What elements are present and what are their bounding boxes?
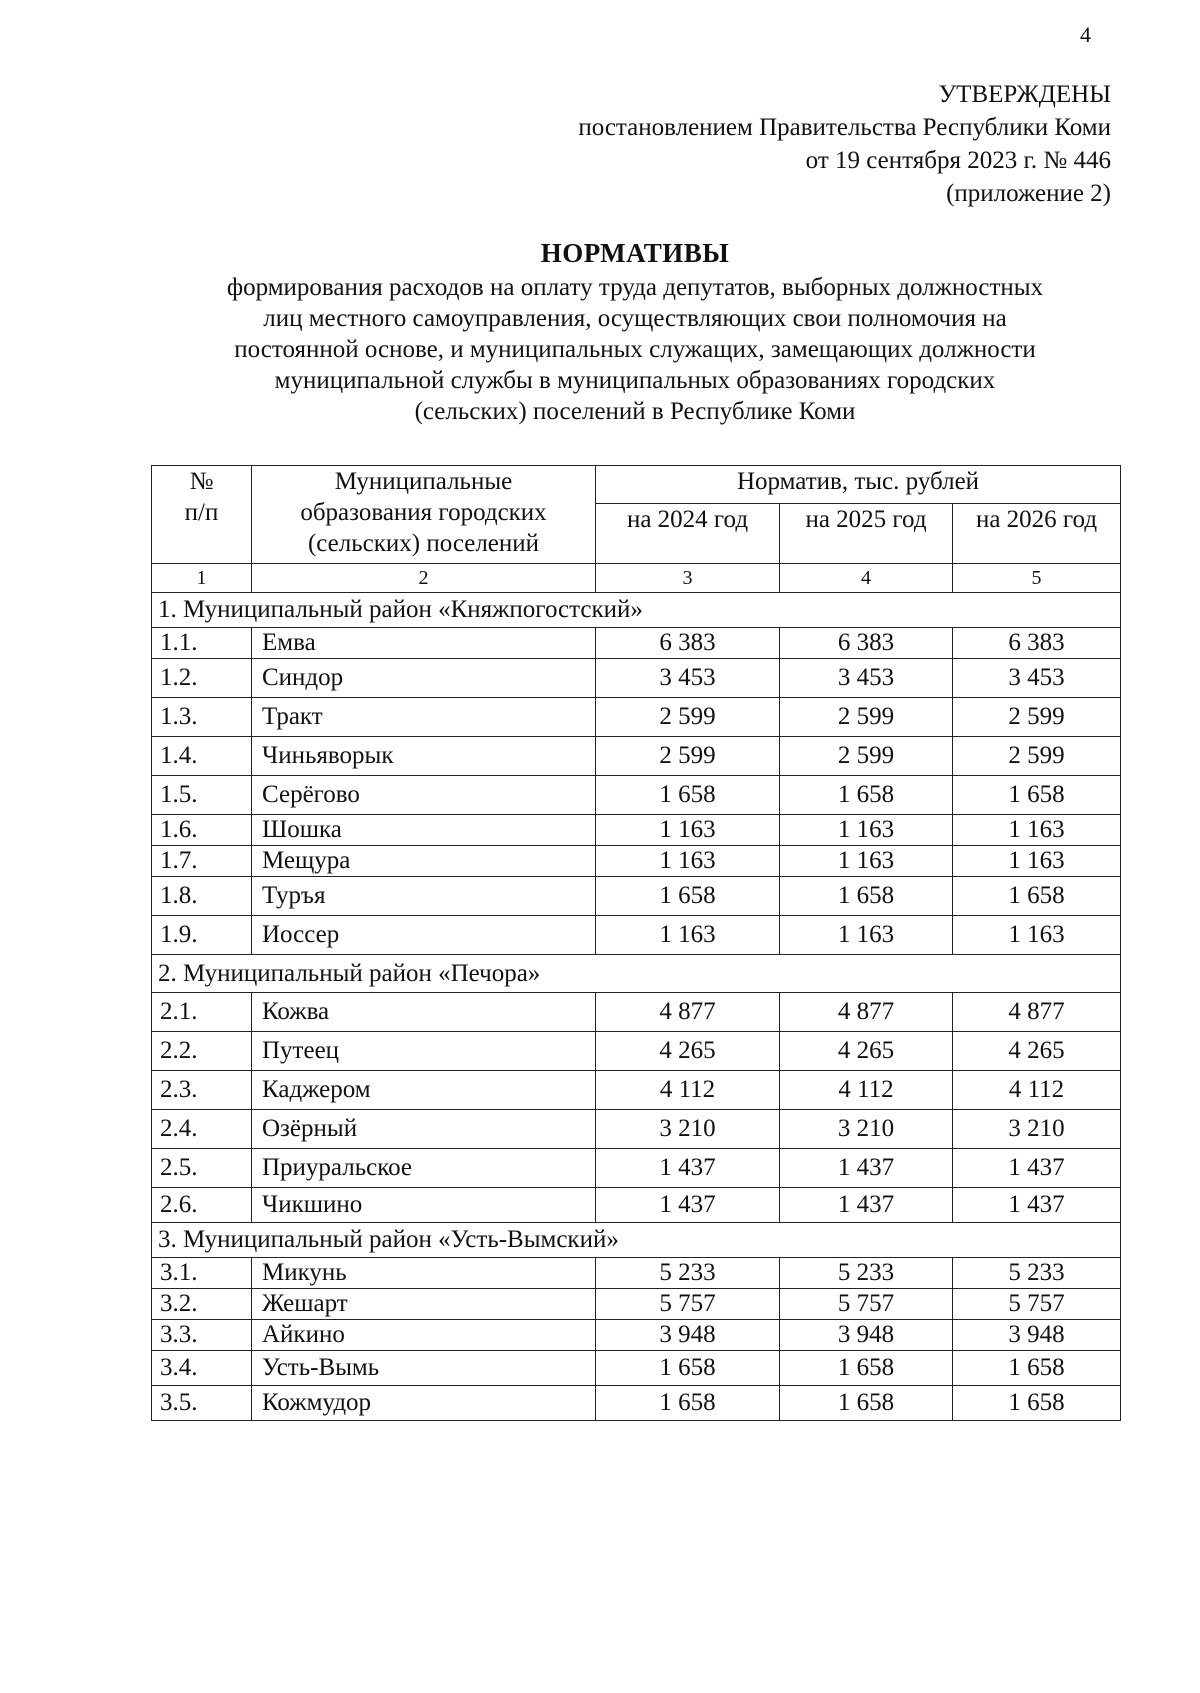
table-row bbox=[152, 815, 1121, 846]
row-number: 1.1. bbox=[152, 628, 252, 659]
row-settlement: Путеец bbox=[252, 1032, 596, 1071]
subtitle-line: постоянной основе, и муниципальных служащих, замещающих должности bbox=[234, 336, 1036, 363]
table-row bbox=[152, 1110, 1121, 1149]
row-number: 1.2. bbox=[152, 659, 252, 698]
row-value-2025: 1 658 bbox=[780, 1386, 953, 1421]
row-settlement: Озёрный bbox=[252, 1110, 596, 1149]
row-value-2025: 5 757 bbox=[780, 1289, 953, 1320]
table-row bbox=[152, 659, 1121, 698]
row-value-2024: 5 757 bbox=[596, 1289, 780, 1320]
row-value-2024: 3 948 bbox=[596, 1320, 780, 1351]
row-value-2026: 1 163 bbox=[953, 846, 1121, 877]
row-value-2026: 5 757 bbox=[953, 1289, 1121, 1320]
row-value-2025: 4 112 bbox=[780, 1071, 953, 1110]
table-row bbox=[152, 628, 1121, 659]
header-norm-group: Норматив, тыс. рублей bbox=[596, 466, 1121, 504]
row-value-2025: 1 163 bbox=[780, 846, 953, 877]
section-title: 2. Муниципальный район «Печора» bbox=[152, 955, 1121, 993]
row-value-2026: 4 265 bbox=[953, 1032, 1121, 1071]
row-value-2024: 6 383 bbox=[596, 628, 780, 659]
row-value-2024: 2 599 bbox=[596, 737, 780, 776]
row-settlement: Айкино bbox=[252, 1320, 596, 1351]
page-number: 4 bbox=[1080, 22, 1091, 47]
row-value-2024: 4 265 bbox=[596, 1032, 780, 1071]
table-row bbox=[152, 1320, 1121, 1351]
row-number: 1.8. bbox=[152, 877, 252, 916]
table-row bbox=[152, 1351, 1121, 1386]
row-settlement: Каджером bbox=[252, 1071, 596, 1110]
row-number: 2.3. bbox=[152, 1071, 252, 1110]
row-value-2024: 1 658 bbox=[596, 1386, 780, 1421]
table-row bbox=[152, 1386, 1121, 1421]
table-row bbox=[152, 1071, 1121, 1110]
row-value-2026: 4 877 bbox=[953, 993, 1121, 1032]
row-number: 3.4. bbox=[152, 1351, 252, 1386]
table-row bbox=[152, 1188, 1121, 1223]
row-value-2024: 1 658 bbox=[596, 877, 780, 916]
row-settlement: Кожмудор bbox=[252, 1386, 596, 1421]
row-settlement: Чиньяворык bbox=[252, 737, 596, 776]
header-year-2025: на 2025 год bbox=[780, 504, 953, 564]
subtitle-line: лиц местного самоуправления, осуществляющих свои полномочия на bbox=[263, 305, 1007, 332]
table-row bbox=[152, 877, 1121, 916]
column-number: 5 bbox=[953, 564, 1121, 593]
row-value-2025: 6 383 bbox=[780, 628, 953, 659]
row-number: 1.7. bbox=[152, 846, 252, 877]
row-settlement: Тракт bbox=[252, 698, 596, 737]
row-value-2024: 3 453 bbox=[596, 659, 780, 698]
header-year-2024: на 2024 год bbox=[596, 504, 780, 564]
section-title: 3. Муниципальный район «Усть-Вымский» bbox=[152, 1223, 1121, 1258]
row-settlement: Иоссер bbox=[252, 916, 596, 955]
row-number: 1.3. bbox=[152, 698, 252, 737]
row-value-2024: 4 877 bbox=[596, 993, 780, 1032]
section-title: 1. Муниципальный район «Княжпогостский» bbox=[152, 593, 1121, 628]
row-value-2026: 3 948 bbox=[953, 1320, 1121, 1351]
row-number: 2.2. bbox=[152, 1032, 252, 1071]
row-value-2026: 1 658 bbox=[953, 877, 1121, 916]
table-row bbox=[152, 1032, 1121, 1071]
row-value-2024: 1 658 bbox=[596, 1351, 780, 1386]
row-value-2025: 1 437 bbox=[780, 1188, 953, 1223]
approval-date-number: от 19 сентября 2023 г. № 446 bbox=[805, 147, 1111, 174]
row-number: 1.4. bbox=[152, 737, 252, 776]
row-value-2025: 2 599 bbox=[780, 737, 953, 776]
table-row bbox=[152, 993, 1121, 1032]
row-value-2024: 1 163 bbox=[596, 815, 780, 846]
row-value-2024: 1 658 bbox=[596, 776, 780, 815]
row-number: 2.5. bbox=[152, 1149, 252, 1188]
header-number-abbr: п/п bbox=[184, 499, 219, 526]
document-title: НОРМАТИВЫ bbox=[540, 238, 730, 268]
row-number: 2.6. bbox=[152, 1188, 252, 1223]
table-body bbox=[152, 593, 1121, 1421]
row-value-2024: 1 163 bbox=[596, 916, 780, 955]
row-value-2025: 1 163 bbox=[780, 815, 953, 846]
row-number: 1.9. bbox=[152, 916, 252, 955]
table-row bbox=[152, 846, 1121, 877]
row-settlement: Серёгово bbox=[252, 776, 596, 815]
row-value-2026: 3 453 bbox=[953, 659, 1121, 698]
row-value-2025: 3 210 bbox=[780, 1110, 953, 1149]
row-number: 1.6. bbox=[152, 815, 252, 846]
row-value-2025: 4 877 bbox=[780, 993, 953, 1032]
document-subtitle bbox=[150, 272, 1120, 427]
table-row bbox=[152, 1149, 1121, 1188]
row-settlement: Усть-Вымь bbox=[252, 1351, 596, 1386]
row-value-2026: 6 383 bbox=[953, 628, 1121, 659]
section-row bbox=[152, 1223, 1121, 1258]
row-value-2026: 5 233 bbox=[953, 1258, 1121, 1289]
row-value-2025: 3 948 bbox=[780, 1320, 953, 1351]
row-number: 2.4. bbox=[152, 1110, 252, 1149]
row-value-2026: 1 437 bbox=[953, 1188, 1121, 1223]
row-settlement: Мещура bbox=[252, 846, 596, 877]
column-number: 1 bbox=[152, 564, 252, 593]
table-row bbox=[152, 737, 1121, 776]
header-number-cell bbox=[152, 466, 252, 564]
row-value-2024: 5 233 bbox=[596, 1258, 780, 1289]
row-value-2024: 4 112 bbox=[596, 1071, 780, 1110]
row-value-2026: 4 112 bbox=[953, 1071, 1121, 1110]
row-value-2024: 1 437 bbox=[596, 1149, 780, 1188]
header-year-2026: на 2026 год bbox=[953, 504, 1121, 564]
row-value-2025: 1 437 bbox=[780, 1149, 953, 1188]
approval-block bbox=[578, 78, 1111, 210]
approval-appendix: (приложение 2) bbox=[946, 180, 1111, 207]
row-settlement: Шошка bbox=[252, 815, 596, 846]
row-settlement: Микунь bbox=[252, 1258, 596, 1289]
column-number: 4 bbox=[780, 564, 953, 593]
column-number: 2 bbox=[252, 564, 596, 593]
row-settlement: Жешарт bbox=[252, 1289, 596, 1320]
header-number-sign: № bbox=[189, 468, 214, 495]
header-municipality-line: Муниципальные bbox=[334, 468, 513, 495]
row-settlement: Туръя bbox=[252, 877, 596, 916]
row-value-2026: 3 210 bbox=[953, 1110, 1121, 1149]
row-settlement: Приуральское bbox=[252, 1149, 596, 1188]
row-value-2025: 1 658 bbox=[780, 1351, 953, 1386]
header-municipality-line: образования городских bbox=[300, 499, 547, 526]
table-row bbox=[152, 916, 1121, 955]
table-row bbox=[152, 1258, 1121, 1289]
row-value-2024: 1 437 bbox=[596, 1188, 780, 1223]
table-row bbox=[152, 1289, 1121, 1320]
row-number: 1.5. bbox=[152, 776, 252, 815]
row-settlement: Чикшино bbox=[252, 1188, 596, 1223]
row-value-2026: 2 599 bbox=[953, 737, 1121, 776]
subtitle-line: муниципальной службы в муниципальных образованиях городских bbox=[274, 367, 996, 394]
row-value-2024: 2 599 bbox=[596, 698, 780, 737]
norms-table bbox=[151, 465, 1121, 1421]
row-value-2026: 1 658 bbox=[953, 1386, 1121, 1421]
row-number: 3.2. bbox=[152, 1289, 252, 1320]
row-value-2026: 1 658 bbox=[953, 776, 1121, 815]
row-value-2026: 1 163 bbox=[953, 916, 1121, 955]
row-value-2024: 3 210 bbox=[596, 1110, 780, 1149]
row-value-2025: 1 658 bbox=[780, 776, 953, 815]
row-value-2025: 1 163 bbox=[780, 916, 953, 955]
section-row bbox=[152, 593, 1121, 628]
row-value-2024: 1 163 bbox=[596, 846, 780, 877]
row-number: 3.1. bbox=[152, 1258, 252, 1289]
row-number: 3.5. bbox=[152, 1386, 252, 1421]
section-row bbox=[152, 955, 1121, 993]
row-settlement: Емва bbox=[252, 628, 596, 659]
row-value-2025: 2 599 bbox=[780, 698, 953, 737]
row-number: 2.1. bbox=[152, 993, 252, 1032]
subtitle-line: (сельских) поселений в Республике Коми bbox=[414, 398, 856, 425]
header-municipality-cell bbox=[252, 466, 596, 564]
header-municipality-line: (сельских) поселений bbox=[307, 530, 540, 557]
table-row bbox=[152, 698, 1121, 737]
row-value-2025: 3 453 bbox=[780, 659, 953, 698]
row-value-2026: 2 599 bbox=[953, 698, 1121, 737]
table-row bbox=[152, 776, 1121, 815]
row-value-2026: 1 437 bbox=[953, 1149, 1121, 1188]
row-number: 3.3. bbox=[152, 1320, 252, 1351]
row-value-2025: 5 233 bbox=[780, 1258, 953, 1289]
row-value-2026: 1 658 bbox=[953, 1351, 1121, 1386]
row-value-2025: 1 658 bbox=[780, 877, 953, 916]
column-number: 3 bbox=[596, 564, 780, 593]
approval-heading: УТВЕРЖДЕНЫ bbox=[938, 81, 1111, 108]
row-settlement: Синдор bbox=[252, 659, 596, 698]
row-value-2026: 1 163 bbox=[953, 815, 1121, 846]
subtitle-line: формирования расходов на оплату труда депутатов, выборных должностных bbox=[226, 274, 1044, 301]
row-value-2025: 4 265 bbox=[780, 1032, 953, 1071]
approval-resolution: постановлением Правительства Республики Коми bbox=[578, 114, 1111, 141]
table-header bbox=[152, 466, 1121, 593]
row-settlement: Кожва bbox=[252, 993, 596, 1032]
